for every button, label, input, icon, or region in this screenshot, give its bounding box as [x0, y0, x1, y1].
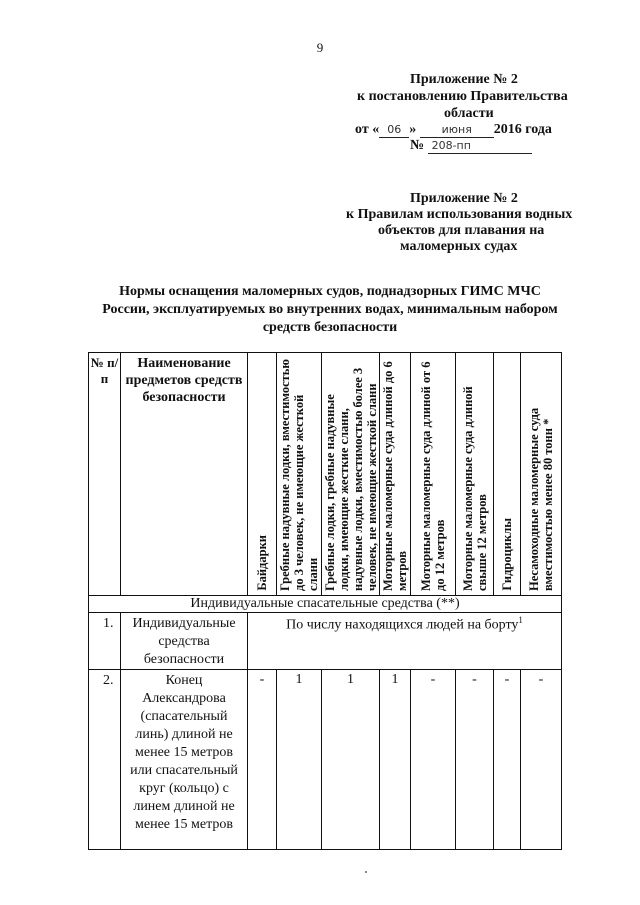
number-prefix: № — [410, 138, 425, 153]
date-day: 06 — [379, 123, 409, 138]
appendix2-line3: объектов для плавания на — [378, 223, 545, 238]
title-line1: Нормы оснащения маломерных судов, поднадзорных ГИМС МЧС — [119, 284, 541, 299]
col-non-self-propelled-header: Несамоходные маломерные суда вместимостью менее 80 тонн * — [521, 353, 562, 596]
appendix2-line4: маломерных судах — [400, 239, 518, 254]
section-title: Индивидуальные спасательные средства (**) — [89, 596, 562, 613]
title-line2: России, эксплуатируемых во внутренних водах, минимальным набором — [102, 302, 558, 317]
col-motor-6m-header: Моторные маломерные суда длиной до 6 метров — [380, 353, 411, 596]
date-prefix: от « — [355, 122, 380, 137]
col-rowing-boats-header: Гребные лодки, гребные надувные лодки, имеющие жесткие слани, надувные лодки, вместимостью более 3 человек, не имеющие жесткой слани — [322, 353, 380, 596]
cell-value: 1 — [322, 670, 380, 850]
header-row — [89, 353, 562, 596]
cell-value: - — [411, 670, 456, 850]
col-motor-12m-header: Моторные маломерные суда длиной свыше 12 метров — [456, 353, 494, 596]
appendix1-number — [410, 138, 532, 154]
col-jetski-header: Гидроциклы — [494, 353, 521, 596]
col-motor-6-12m-header: Моторные маломерные суда длиной от 6 до 12 метров — [411, 353, 456, 596]
row-name: Индивидуальные средства безопасности — [121, 613, 248, 670]
date-mid: » — [409, 122, 417, 137]
appendix2-line2: к Правилам использования водных — [346, 207, 573, 222]
cell-value: - — [456, 670, 494, 850]
row-span-value: По числу находящихся людей на борту$^1$ — [248, 613, 562, 670]
cell-value: 1 — [277, 670, 322, 850]
appendix2-line1: Приложение № 2 — [410, 191, 518, 206]
number-value: 208-пп — [428, 139, 532, 154]
section-row — [89, 596, 562, 613]
row-name: Конец Александрова (спасательный линь) длиной не менее 15 метров или спасательный круг (кольцо) с линем длиной не менее 15 метров — [121, 670, 248, 850]
cell-value: - — [521, 670, 562, 850]
row-num: 2. — [89, 670, 121, 850]
appendix1-line2: к постановлению Правительства — [357, 89, 568, 104]
scan-speck — [365, 871, 367, 873]
cell-value: - — [494, 670, 521, 850]
col-num-header: № п/п — [89, 353, 121, 596]
cell-value: - — [248, 670, 277, 850]
title-line3: средств безопасности — [262, 320, 398, 335]
row-num: 1. — [89, 613, 121, 670]
cell-value: 1 — [380, 670, 411, 850]
appendix1-line1: Приложение № 2 — [410, 72, 518, 87]
document-title — [80, 283, 580, 337]
table-row — [89, 670, 562, 850]
col-name-header: Наименование предметов средств безопасности — [121, 353, 248, 596]
col-inflatable-small-header: Гребные надувные лодки, вместимостью до 3 человек, не имеющие жесткой слани — [277, 353, 322, 596]
appendix1-date — [355, 122, 552, 138]
date-year: 2016 года — [493, 122, 552, 137]
norms-table — [88, 352, 562, 850]
appendix1-line3: области — [444, 106, 494, 121]
col-kayaks-header: Байдарки — [248, 353, 277, 596]
table-row — [89, 613, 562, 670]
page-number: 9 — [316, 40, 324, 55]
footnote-mark: 1 — [518, 615, 523, 625]
date-month: июня — [420, 123, 494, 138]
